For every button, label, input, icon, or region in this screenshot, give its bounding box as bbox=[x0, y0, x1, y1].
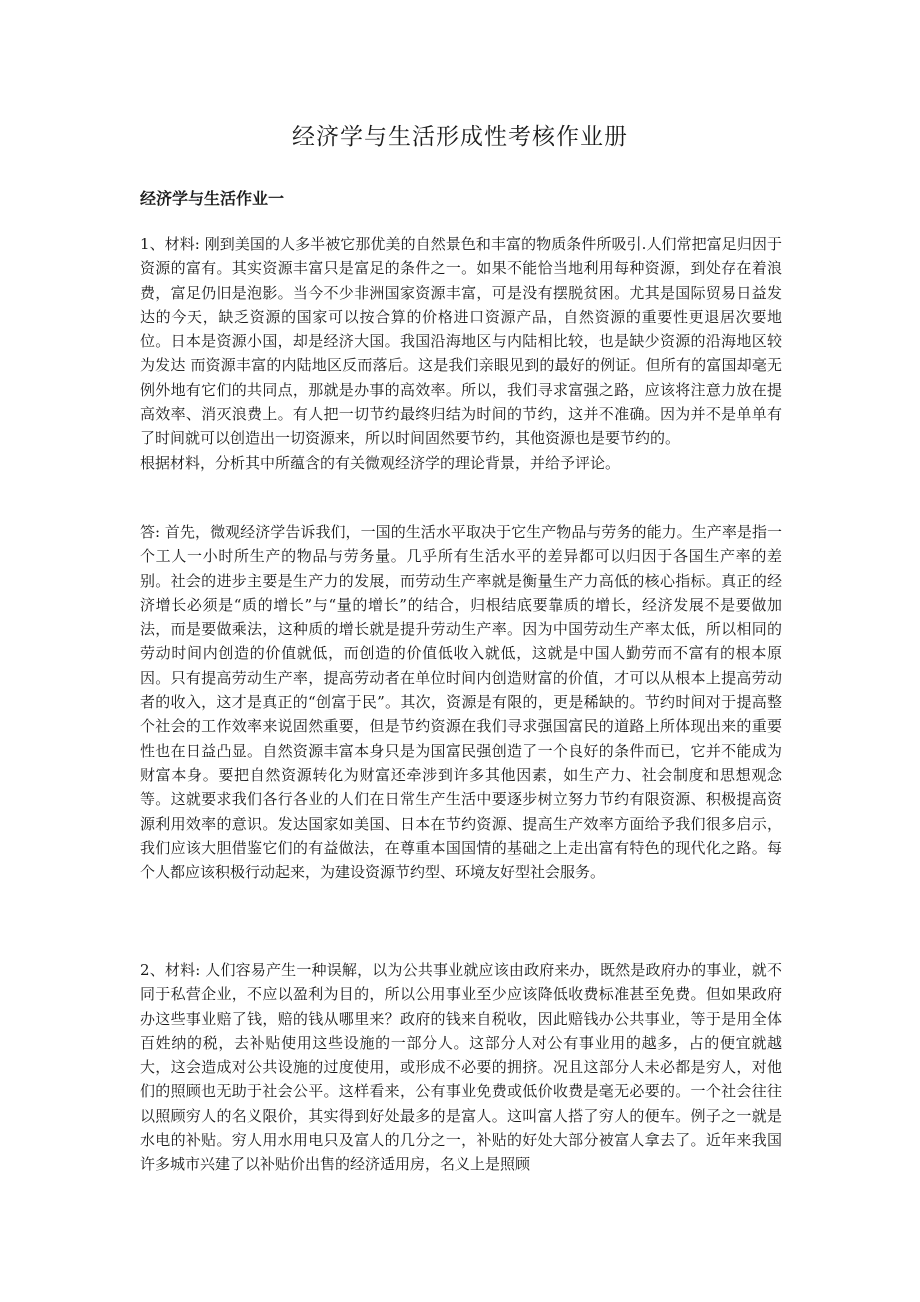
question-2-material: 2、材料: 人们容易产生一种误解，以为公共事业就应该由政府来办，既然是政府办的事业，就不同于私营企业，不应以盈利为目的，所以公用事业至少应该降低收费标准甚至免费。但如果政府办这些事业赔了钱，赔的钱从哪里来？政府的钱来自税收，因此赔钱办公共事业，等于是用全体百姓纳的税，去补贴使用这些设施的一部分人。这部分人对公有事业用的越多，占的便宜就越大，这会造成对公共设施的过度使用，或形成不必要的拥挤。况且这部分人未必都是穷人，对他们的照顾也无助于社会公平。这样看来，公有事业免费或低价收费是毫无必要的。一个社会往往以照顾穷人的名义限价，其实得到好处最多的是富人。这叫富人搭了穷人的便车。例子之一就是水电的补贴。穷人用水用电只及富人的几分之一，补贴的好处大部分被富人拿去了。近年来我国许多城市兴建了以补贴价出售的经济适用房，名义上是照顾 bbox=[140, 961, 782, 1174]
question-1-answer: 答: 首先，微观经济学告诉我们，一国的生活水平取决于它生产物品与劳务的能力。生产率是指一个工人一小时所生产的物品与劳务量。几乎所有生活水平的差异都可以归因于各国生产率的差别。社会的进步主要是生产力的发展，而劳动生产率就是衡量生产力高低的核心指标。真正的经济增长必须是“质的增长”与“量的增长”的结合，归根结底要靠质的增长，经济发展不是要做加法，而是要做乘法，这种质的增长就是提升劳动生产率。因为中国劳动生产率太低，所以相同的劳动时间内创造的价值就低，而创造的价值低收入就低，这就是中国人勤劳而不富有的根本原因。只有提高劳动生产率，提高劳动者在单位时间内创造财富的价值，才可以从根本上提高劳动者的收入，这才是真正的“创富于民”。其次，资源是有限的，更是稀缺的。节约时间对于提高整个社会的工作效率来说固然重要，但是节约资源在我们寻求强国富民的道路上所体现出来的重要性也在日益凸显。自然资源丰富本身只是为国富民强创造了一个良好的条件而已，它并不能成为财富本身。要把自然资源转化为财富还牵涉到许多其他因素，如生产力、社会制度和思想观念等。这就要求我们各行各业的人们在日常生产生活中要逐步树立努力节约有限资源、积极提高资源利用效率的意识。发达国家如美国、日本在节约资源、提高生产效率方面给予我们很多启示，我们应该大胆借鉴它们的有益做法，在尊重本国国情的基础之上走出富有特色的现代化之路。每个人都应该积极行动起来，为建设资源节约型、环境友好型社会服务。 bbox=[140, 523, 782, 882]
question-1-prompt: 根据材料，分析其中所蕴含的有关微观经济学的理论背景，并给予评论。 bbox=[140, 453, 621, 472]
document-title: 经济学与生活形成性考核作业册 bbox=[292, 124, 628, 150]
question-1-block bbox=[140, 232, 782, 475]
section-title: 经济学与生活作业一 bbox=[140, 189, 285, 208]
question-1-material: 1、材料: 刚到美国的人多半被它那优美的自然景色和丰富的物质条件所吸引.人们常把富足归因于资源的富有。其实资源丰富只是富足的条件之一。如果不能恰当地利用每种资源，到处存在着浪费，富足仍旧是泡影。当今不少非洲国家资源丰富，可是没有摆脱贫困。尤其是国际贸易日益发达的今天，缺乏资源的国家可以按合算的价格进口资源产品，自然资源的重要性更退居次要地位。日本是资源小国，却是经济大国。我国沿海地区与内陆相比较，也是缺少资源的沿海地区较为发达 而资源丰富的内陆地区反而落后。这是我们亲眼见到的最好的例证。但所有的富国却毫无例外地有它们的共同点，那就是办事的高效率。所以，我们寻求富强之路，应该将注意力放在提高效率、消灭浪费上。有人把一切节约最终归结为时间的节约，这并不准确。因为并不是单单有了时间就可以创造出一切资源来，所以时间固然要节约，其他资源也是要节约的。 bbox=[140, 235, 782, 448]
